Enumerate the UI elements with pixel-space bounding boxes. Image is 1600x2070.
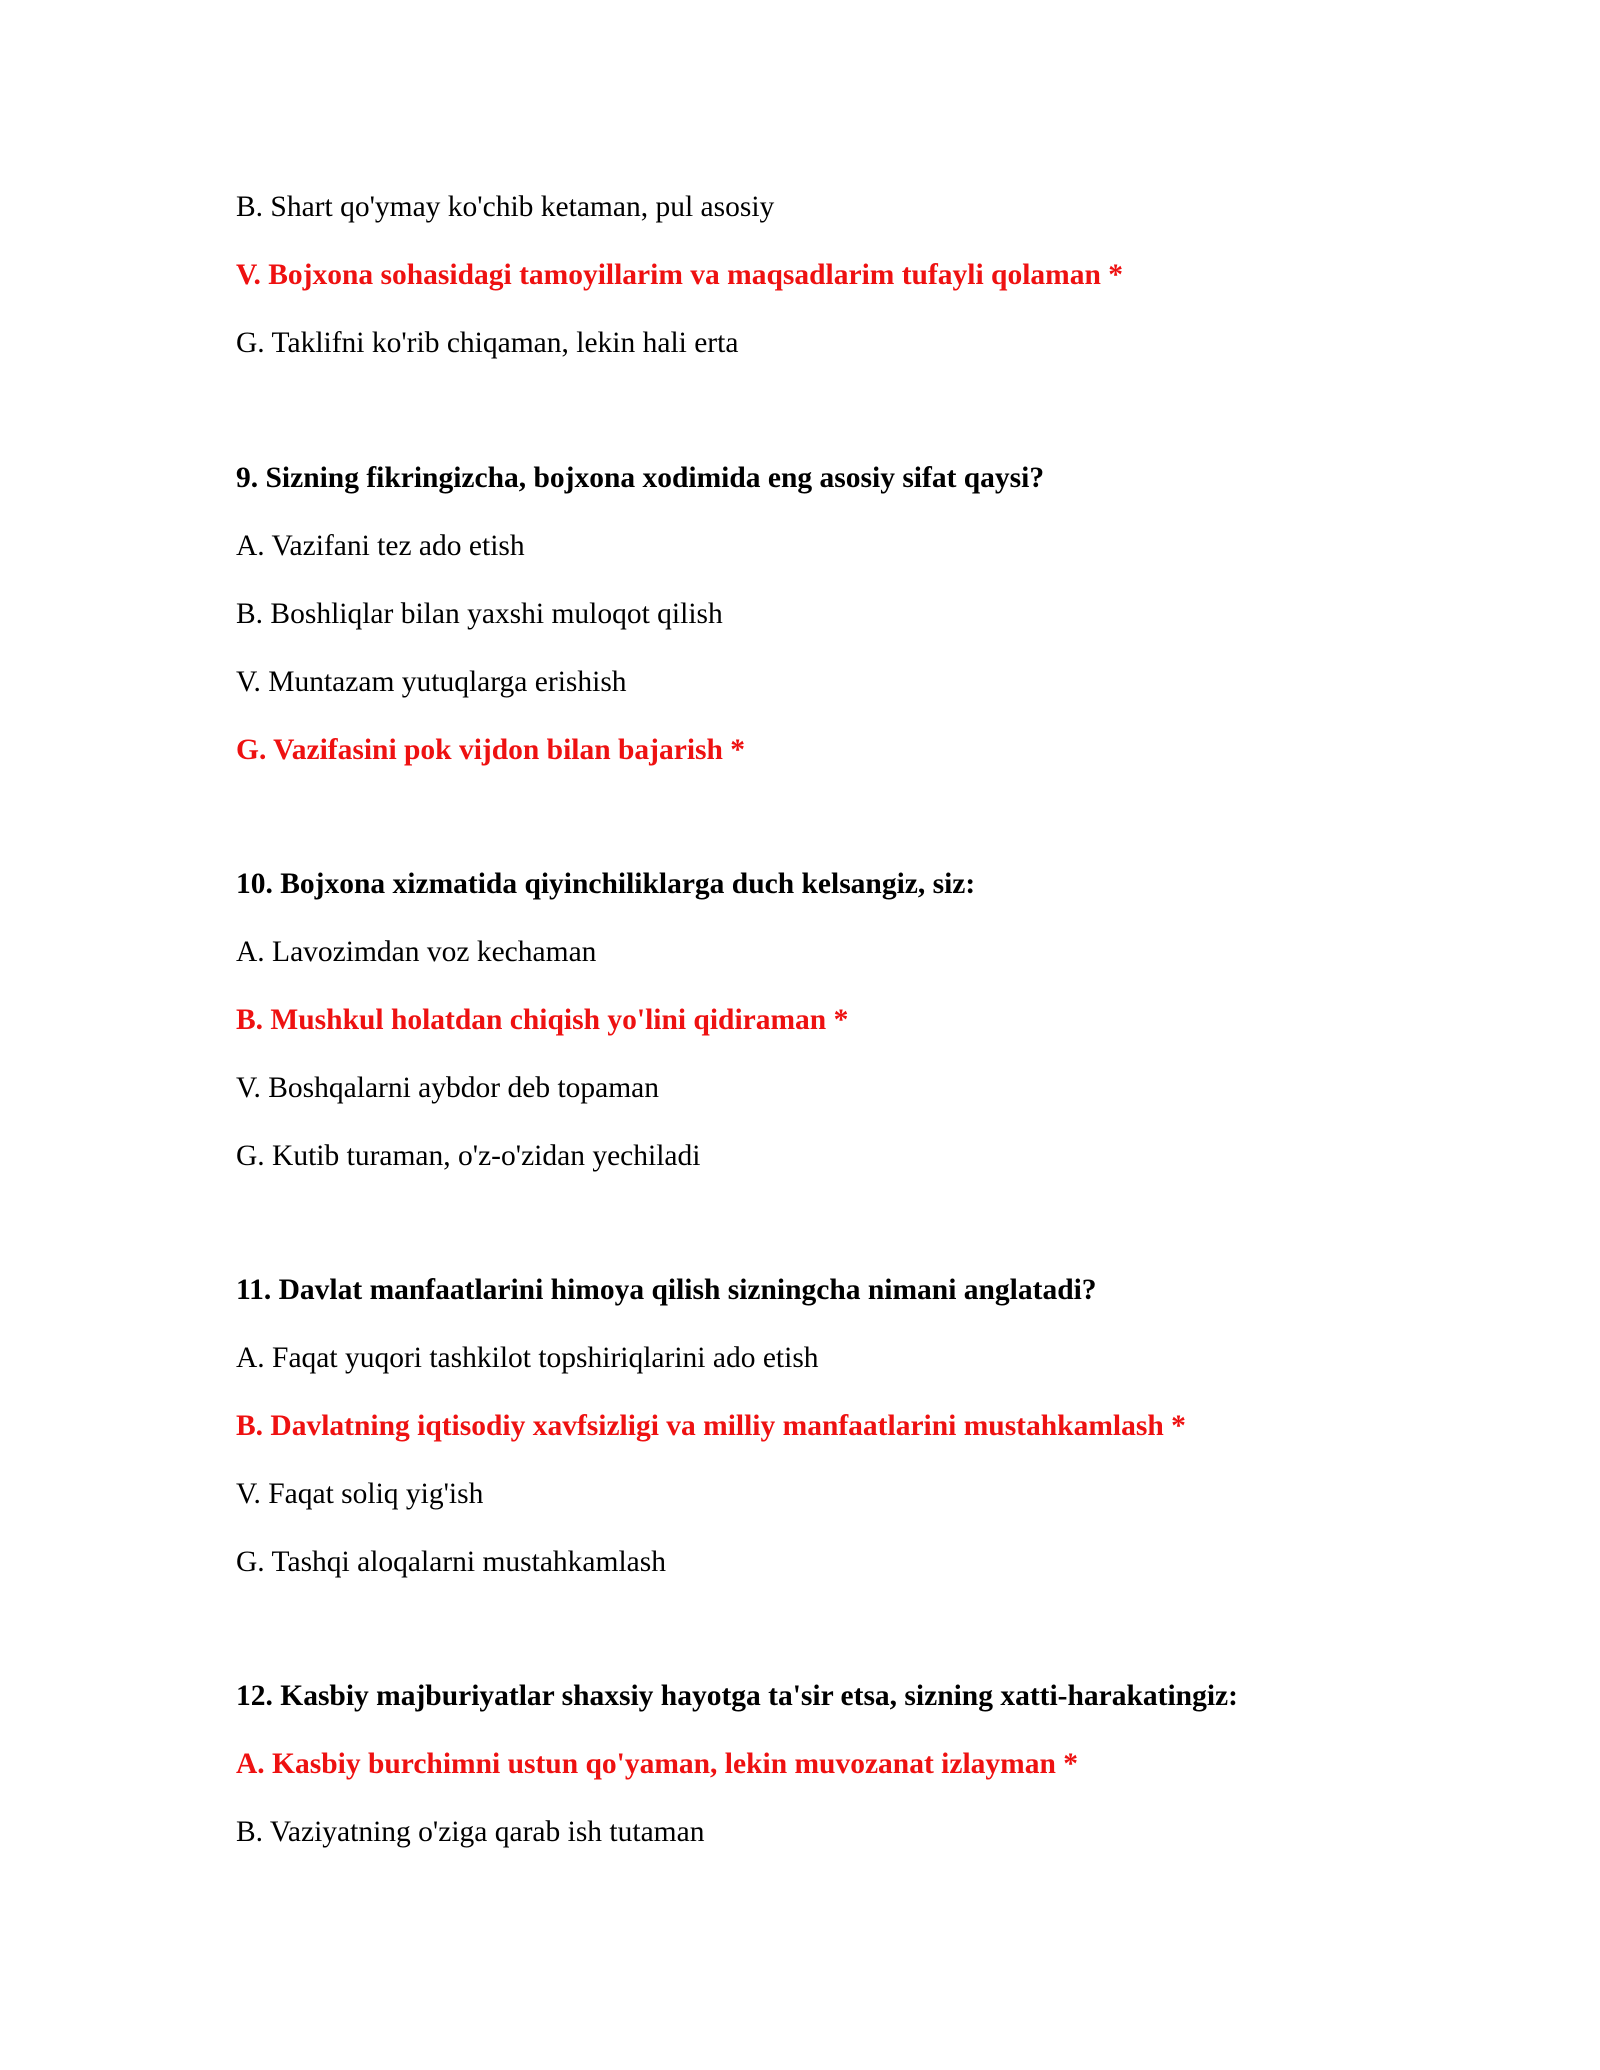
- q9-option-b: B. Boshliqlar bilan yaxshi muloqot qilish: [236, 598, 723, 630]
- q11-question: 11. Davlat manfaatlarini himoya qilish sizningcha nimani anglatadi?: [236, 1274, 1097, 1306]
- q10-question: 10. Bojxona xizmatida qiyinchiliklarga duch kelsangiz, siz:: [236, 868, 976, 900]
- q12-option-b: B. Vaziyatning o'ziga qarab ish tutaman: [236, 1816, 705, 1848]
- q10-option-g: G. Kutib turaman, o'z-o'zidan yechiladi: [236, 1140, 701, 1172]
- q11-option-v: V. Faqat soliq yig'ish: [236, 1478, 484, 1510]
- q8-option-b: B. Shart qo'ymay ko'chib ketaman, pul asosiy: [236, 191, 775, 223]
- q11-option-a: A. Faqat yuqori tashkilot topshiriqlarini ado etish: [236, 1342, 819, 1374]
- q10-option-b-correct: B. Mushkul holatdan chiqish yo'lini qidiraman *: [236, 1004, 849, 1036]
- q9-option-a: A. Vazifani tez ado etish: [236, 530, 525, 562]
- q9-option-v: V. Muntazam yutuqlarga erishish: [236, 666, 627, 698]
- q8-option-g: G. Taklifni ko'rib chiqaman, lekin hali erta: [236, 327, 739, 359]
- q9-option-g-correct: G. Vazifasini pok vijdon bilan bajarish *: [236, 734, 746, 766]
- q12-question: 12. Kasbiy majburiyatlar shaxsiy hayotga ta'sir etsa, sizning xatti-harakatingiz:: [236, 1680, 1238, 1712]
- q12-option-a-correct: A. Kasbiy burchimni ustun qo'yaman, lekin muvozanat izlayman *: [236, 1748, 1079, 1780]
- q10-option-v: V. Boshqalarni aybdor deb topaman: [236, 1072, 660, 1104]
- q11-option-g: G. Tashqi aloqalarni mustahkamlash: [236, 1546, 666, 1578]
- q10-option-a: A. Lavozimdan voz kechaman: [236, 936, 597, 968]
- q8-option-v-correct: V. Bojxona sohasidagi tamoyillarim va maqsadlarim tufayli qolaman *: [236, 259, 1124, 291]
- q9-question: 9. Sizning fikringizcha, bojxona xodimida eng asosiy sifat qaysi?: [236, 462, 1045, 494]
- q11-option-b-correct: B. Davlatning iqtisodiy xavfsizligi va milliy manfaatlarini mustahkamlash *: [236, 1410, 1186, 1442]
